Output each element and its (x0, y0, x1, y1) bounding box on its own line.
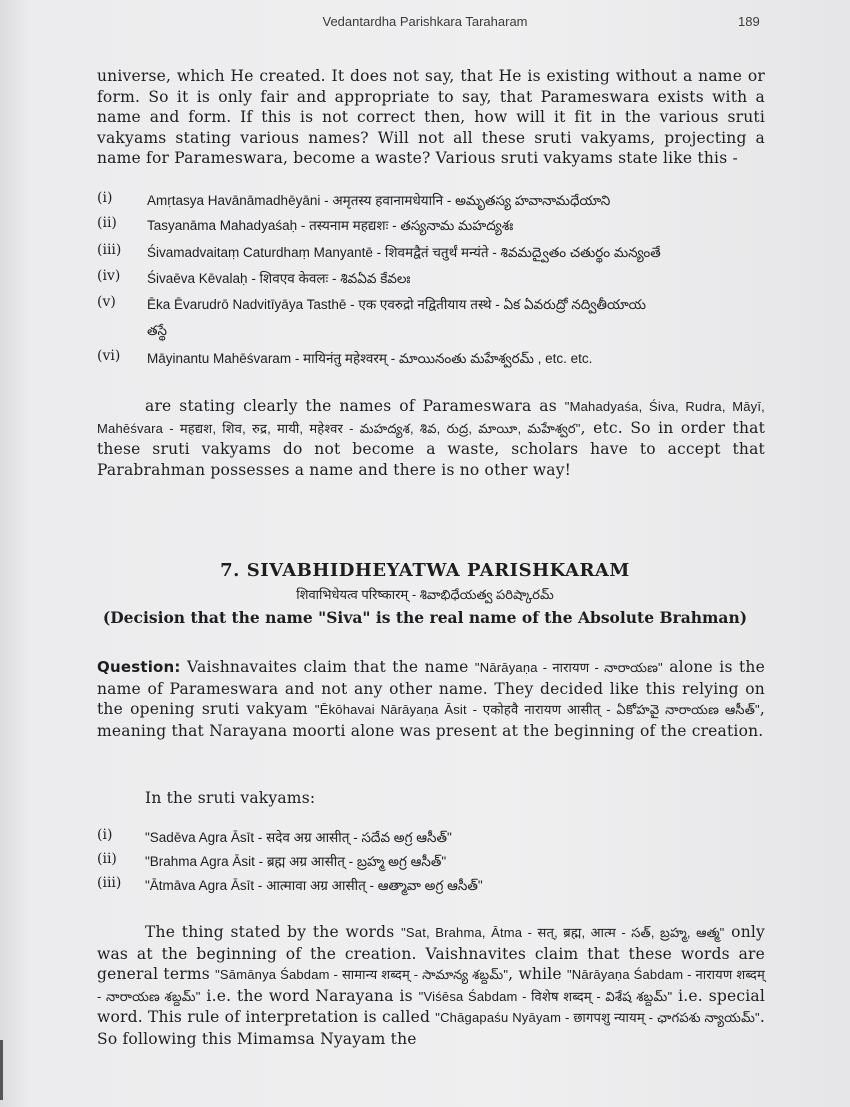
list-item-number: (vi) (97, 348, 121, 364)
question-part-2: alone is the name of Parameswara and not any other name. They decided like this relying on the opening sruti vakyam (97, 658, 765, 718)
section-title: 7. SIVABHIDHEYATWA PARISHKARAM (220, 560, 630, 581)
para2-names: "Mahadyaśa, Śiva, Rudra, Māyī, Mahēśvara - महद्यश, शिव, रुद्र, मायी, महेश्वर - మహద్యశ, శివ, రుద్ర, మాయీ, మహేశ్వర" (97, 399, 765, 436)
para3-f: . So following this Mimamsa Nyayam the (97, 1008, 765, 1048)
running-title: Vedantardha Parishkara Taraharam (322, 14, 528, 29)
para3-words: "Sat, Brahma, Ātma - सत्, ब्रह्म, आत्म - సత్, బ్రహ్మ, ఆత్మ" (401, 925, 725, 940)
para2-lead: are stating clearly the names of Parameswara as (145, 397, 557, 415)
list-item-number: (iii) (97, 242, 122, 258)
para3-narayana: "Nārāyaṇa Śabdam - नारायण शब्दम् - నారాయణ శబ్దమ్" (97, 967, 765, 1004)
section-subtitle: शिवाभिधेयत्व परिष्कारम् - శివాభిధేయత్వ పరిష్కారమ్ (296, 587, 554, 602)
list-item-text: తస్థే (147, 323, 167, 338)
list-item-text: Māyinantu Mahēśvaram - मायिनंतु महेश्वरम् - మాయినంతు మహేశ్వరమ్ , etc. etc. (147, 351, 593, 366)
para3-visesa: "Viśēsa Śabdam - विशेष शब्दम् - విశేష శబ్దమ్" (418, 988, 673, 1004)
question-sruti-vakyam: "Ēkōhavai Nārāyaṇa Āsit - एकोहवै नारायण आसीत् - ఏకోహవై నారాయణ ఆసీత్" (314, 702, 760, 717)
list-item-text: "Sadēva Agra Āsīt - सदेव अग्र आसीत् - సదేవ అగ్ర ఆసీత్" (145, 830, 452, 845)
question-part-1: Vaishnavaites claim that the name (180, 658, 475, 676)
list-item-number: (ii) (97, 215, 117, 231)
paragraph-general-terms (97, 922, 765, 1049)
page-number: 189 (738, 14, 760, 29)
para3-b: only was at the beginning of the creation. Vaishnavites claim that these words are general terms (97, 923, 765, 983)
list-item-text: Amṛtasya Havānāmadhēyāni - अमृतस्य हवानामधेयानि - అమృతస్య హవానామధేయాని (147, 193, 611, 208)
para2-tail: , etc. So in order that these sruti vakyams do not become a waste, scholars have to accept that Parabrahman possesses a name and there is no other way! (97, 418, 765, 479)
list-item-text: "Brahma Agra Āsit - ब्रह्म अग्र आसीत् - బ్రహ్మ అగ్ర ఆసీత్" (145, 854, 447, 869)
paragraph-universe: universe, which He created. It does not say, that He is existing without a name or form. So it is only fair and appropriate to say, that Parameswara exists with a name and form. If this is not correct then, how will it fit in the various sruti vakyams stating various names? Will not all these sruti vakyams, projecting a name for Parameswara, become a waste? Various sruti vakyams state like this - (97, 67, 765, 167)
paragraph-question (97, 657, 765, 741)
list-item-number: (ii) (97, 851, 117, 867)
para3-samanya: "Sāmānya Śabdam - सामान्य शब्दम् - సామాన్య శబ్దమ్" (215, 967, 509, 982)
vakyams-intro: In the sruti vakyams: (145, 789, 316, 807)
paragraph-names-of-parameswara (97, 396, 765, 480)
list-item-text: Ēka Ēvarudrō Nadvitīyāya Tasthē - एक एवरुद्रो नद्वितीयाय तस्थे - ఏక ఏవరుద్రో నద్వితీయాయ (147, 297, 647, 312)
para3-a: The thing stated by the words (145, 923, 402, 941)
para3-d: i.e. the word Narayana is (200, 986, 419, 1005)
list-item-number: (i) (97, 827, 113, 843)
list-item-number: (iii) (97, 875, 122, 891)
question-narayana-name: "Nārāyaṇa - नारायण - నారాయణ" (474, 660, 663, 675)
para3-e: i.e. special word. This rule of interpretation is called (97, 986, 765, 1026)
scan-edge-mark (0, 1040, 3, 1100)
list-item-text: Śivamadvaitaṃ Caturdhaṃ Manyantē - शिवमद्वैतं चतुर्थं मन्यंते - శివమద్వైతం చతుర్థం మన్యంతే (147, 245, 661, 260)
list-item-number: (iv) (97, 268, 121, 284)
list-item-number: (i) (97, 190, 113, 206)
question-part-3: , meaning that Narayana moorti alone was present at the beginning of the creation. (97, 700, 765, 740)
list-item-text: Tasyanāma Mahadyaśaḥ - तस्यनाम महद्यशः - తస్యనామ మహద్యశః (147, 218, 514, 233)
question-label: Question: (97, 658, 181, 676)
para3-chaga: "Chāgapaśu Nyāyam - छागपशु न्यायम् - ఛాగపశు న్యాయమ్" (435, 1010, 760, 1025)
list-item-number: (v) (97, 294, 116, 310)
para3-c: , while (508, 965, 567, 983)
list-item-text: "Ātmāva Agra Āsīt - आत्मावा अग्र आसीत् - ఆత్మావా అగ్ర ఆసీత్" (145, 878, 483, 893)
section-decision: (Decision that the name "Siva" is the real name of the Absolute Brahman) (102, 608, 748, 627)
list-item-text: Śivaēva Kēvalaḥ - शिवएव केवलः - శివఏవ కేవలః (147, 271, 411, 286)
